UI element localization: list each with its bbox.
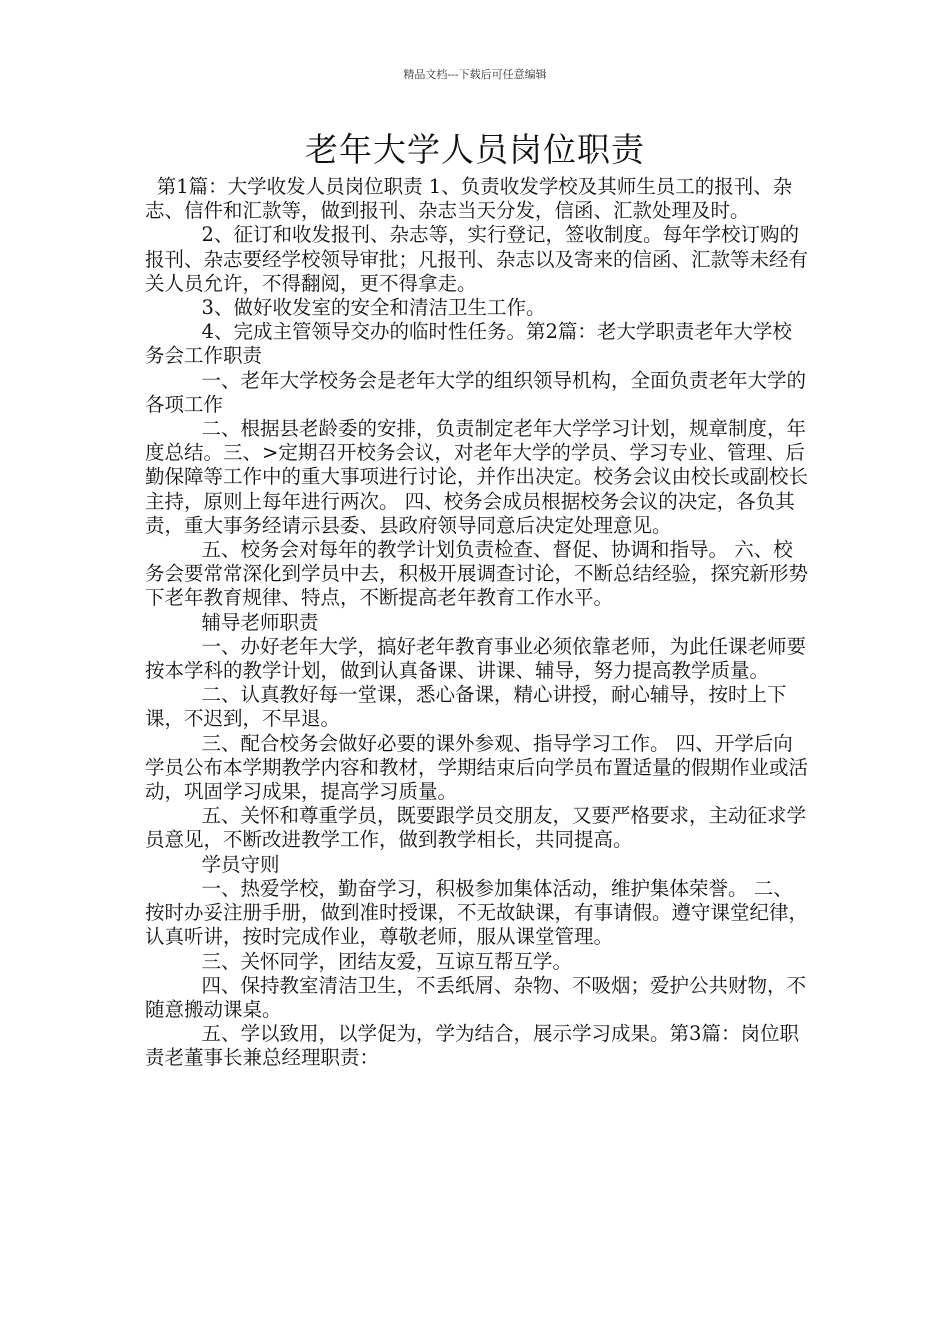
paragraph: 4、完成主管领导交办的临时性任务。第2篇：老大学职责老年大学校务会工作职责: [145, 320, 792, 368]
paragraph: 第1篇：大学收发人员岗位职责 1、负责收发学校及其师生员工的报刊、杂志、信件和汇款等，做到报刊、杂志当天分发，信函、汇款处理及时。: [145, 175, 793, 223]
paragraph: 一、热爱学校，勤奋学习，积极参加集体活动，维护集体荣誉。 二、按时办妥注册手册，做到准时授课，不无故缺课，有事请假。遵守课堂纪律，认真听讲，按时完成作业，尊敬老师，服从课堂管理。: [145, 876, 809, 949]
paragraph: 二、根据县老龄委的安排，负责制定老年大学学习计划，规章制度，年度总结。三、>定期召开校务会议，对老年大学的学员、学习专业、管理、后勤保障等工作中的重大事项进行讨论，并作出决定。校务会议由校长或副校长主持，原则上每年进行两次。 四、校务会成员根据校务会议的决定，各负其责，重大事务经请示县委、县政府领导同意后决定处理意见。: [145, 417, 809, 537]
paragraph: 3、做好收发室的安全和清洁卫生工作。: [201, 296, 546, 320]
section-heading: 辅导老师职责: [201, 610, 319, 634]
header-note: 精品文档---下载后可任意编辑: [403, 68, 547, 81]
paragraph: 一、办好老年大学，搞好老年教育事业必须依靠老师，为此任课老师要按本学科的教学计划，做到认真备课、讲课、辅导，努力提高教学质量。: [145, 634, 807, 683]
paragraph: 五、关怀和尊重学员，既要跟学员交朋友，又要严格要求，主动征求学员意见，不断改进教学工作，做到教学相长，共同提高。: [145, 804, 807, 852]
paragraph: 五、校务会对每年的教学计划负责检查、督促、协调和指导。 六、校务会要常常深化到学员中去，积极开展调查讨论，不断总结经验，探究新形势下老年教育规律、特点，不断提高老年教育工作水平。: [145, 538, 809, 610]
paragraph: 四、保持教室清洁卫生，不丢纸屑、杂物、不吸烟；爱护公共财物，不随意搬动课桌。: [145, 973, 807, 1021]
document-title: 老年大学人员岗位职责: [305, 130, 645, 169]
paragraph: 三、配合校务会做好必要的课外参观、指导学习工作。 四、开学后向学员公布本学期教学内容和教材，学期结束后向学员布置适量的假期作业或活动，巩固学习成果，提高学习质量。: [145, 731, 809, 804]
section-heading: 学员守则: [201, 852, 280, 876]
document-body: [145, 175, 810, 1071]
paragraph: 一、老年大学校务会是老年大学的组织领导机构，全面负责老年大学的各项工作: [145, 368, 807, 416]
paragraph: 五、学以致用，以学促为，学为结合，展示学习成果。第3篇：岗位职责老董事长兼总经理职责：: [145, 1022, 799, 1070]
paragraph: 2、征订和收发报刊、杂志等，实行登记，签收制度。每年学校订购的报刊、杂志要经学校领导审批；凡报刊、杂志以及寄来的信函、汇款等未经有关人员允许，不得翻阅，更不得拿走。: [145, 223, 809, 295]
paragraph: 二、认真教好每一堂课，悉心备课，精心讲授，耐心辅导，按时上下课，不迟到，不早退。: [145, 683, 787, 731]
paragraph: 三、关怀同学，团结友爱，互谅互帮互学。: [201, 949, 573, 973]
